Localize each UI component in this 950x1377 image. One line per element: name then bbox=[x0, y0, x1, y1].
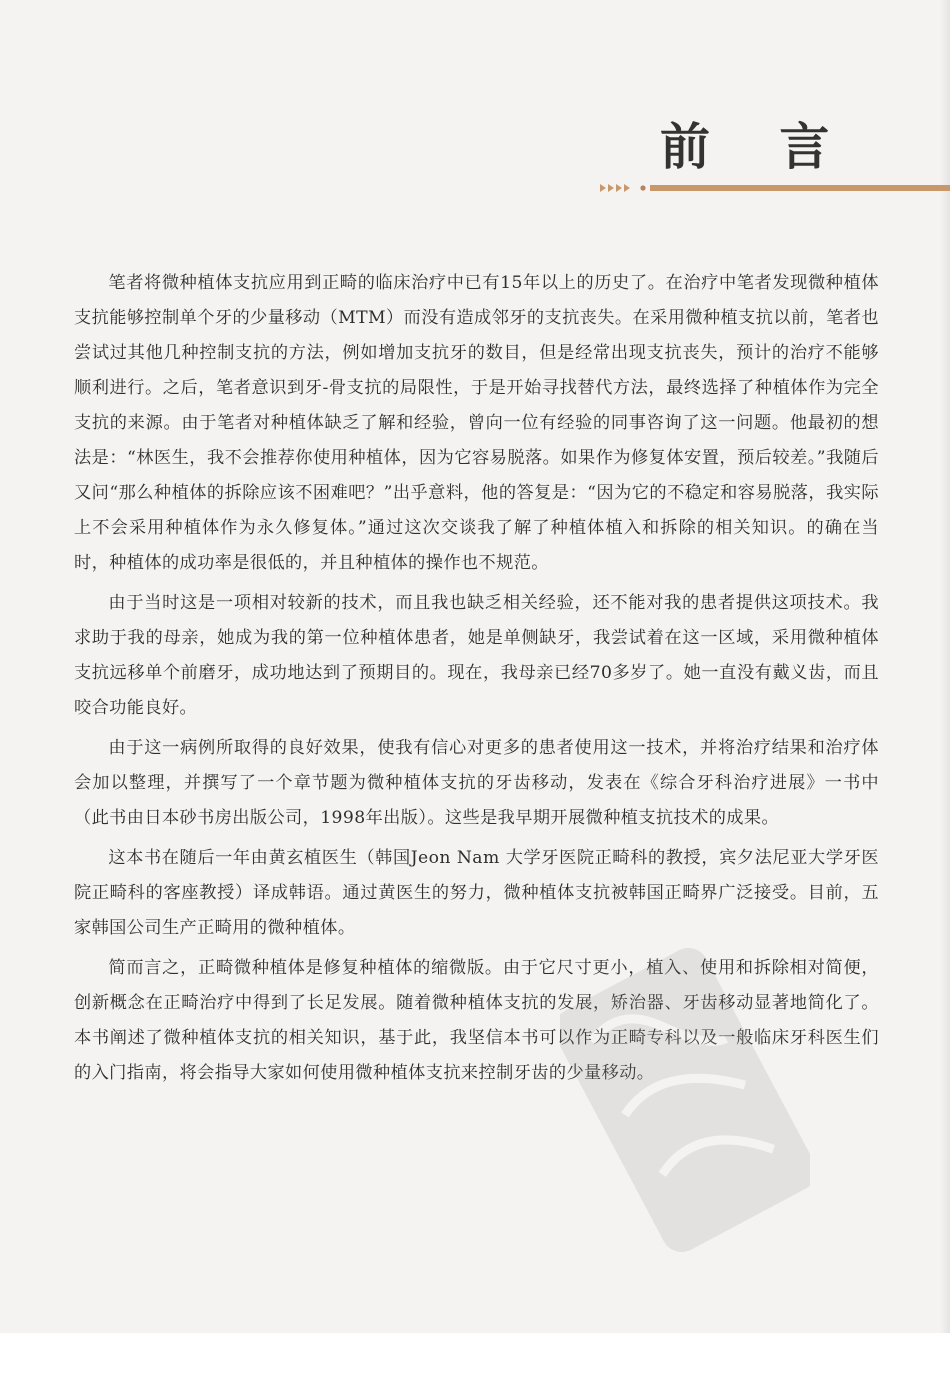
page-edge-shadow bbox=[940, 0, 950, 1377]
paragraph-3: 由于这一病例所取得的良好效果，使我有信心对更多的患者使用这一技术，并将治疗结果和治疗体会加以整理，并撰写了一个章节题为微种植体支抗的牙齿移动，发表在《综合牙科治疗进展》一书中（此书由日本砂书房出版公司，1998年出版）。这些是我早期开展微种植支抗技术的成果。 bbox=[74, 738, 879, 828]
arrow-marker-1 bbox=[600, 184, 606, 192]
paragraph-1: 笔者将微种植体支抗应用到正畸的临床治疗中已有15年以上的历史了。在治疗中笔者发现微种植体支抗能够控制单个牙的少量移动（MTM）而没有造成邻牙的支抗丧失。在采用微种植支抗以前，笔者也尝试过其他几种控制支抗的方法，例如增加支抗牙的数目，但是经常出现支抗丧失，预计的治疗不能够顺利进行。之后，笔者意识到牙-骨支抗的局限性，于是开始寻找替代方法，最终选择了种植体作为完全支抗的来源。由于笔者对种植体缺乏了解和经验，曾向一位有经验的同事咨询了这一问题。他最初的想法是：“林医生，我不会推荐你使用种植体，因为它容易脱落。如果作为修复体安置，预后较差。”我随后又问“那么种植体的拆除应该不困难吧？”出乎意料，他的答复是：“因为它的不稳定和容易脱落，我实际上不会采用种植体作为永久修复体。”通过这次交谈我了解了种植体植入和拆除的相关知识。的确在当时，种植体的成功率是很低的，并且种植体的操作也不规范。 bbox=[74, 273, 879, 573]
accent-bar bbox=[650, 185, 950, 191]
title-decorative-rule bbox=[600, 181, 950, 195]
dot-marker bbox=[640, 185, 645, 190]
page-bottom-margin bbox=[0, 1333, 950, 1377]
arrow-marker-3 bbox=[616, 184, 622, 192]
paragraph-2: 由于当时这是一项相对较新的技术，而且我也缺乏相关经验，还不能对我的患者提供这项技术。我求助于我的母亲，她成为我的第一位种植体患者，她是单侧缺牙，我尝试着在这一区域，采用微种植体支抗远移单个前磨牙，成功地达到了预期目的。现在，我母亲已经70多岁了。她一直没有戴义齿，而且咬合功能良好。 bbox=[74, 593, 879, 718]
paragraph-5: 简而言之，正畸微种植体是修复种植体的缩微版。由于它尺寸更小，植入、使用和拆除相对简便，创新概念在正畸治疗中得到了长足发展。随着微种植体支抗的发展，矫治器、牙齿移动显著地简化了。本书阐述了微种植体支抗的相关知识，基于此，我坚信本书可以作为正畸专科以及一般临床牙科医生们的入门指南，将会指导大家如何使用微种植体支抗来控制牙齿的少量移动。 bbox=[74, 958, 879, 1083]
page-title: 前 言 bbox=[660, 118, 856, 176]
preface-body bbox=[74, 266, 879, 1096]
arrow-marker-4 bbox=[624, 184, 630, 192]
arrow-marker-2 bbox=[608, 184, 614, 192]
paragraph-4: 这本书在随后一年由黄玄植医生（韩国Jeon Nam 大学牙医院正畸科的教授，宾夕法尼亚大学牙医院正畸科的客座教授）译成韩语。通过黄医生的努力，微种植体支抗被韩国正畸界广泛接受。目前，五家韩国公司生产正畸用的微种植体。 bbox=[74, 848, 879, 938]
